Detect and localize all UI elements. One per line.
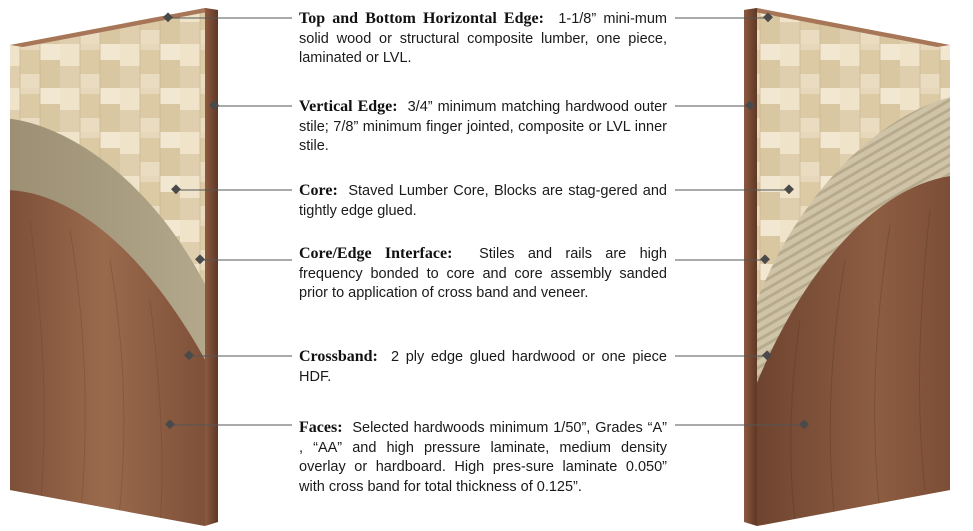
callout-title: Top and Bottom Horizontal Edge:	[299, 10, 544, 27]
callout-text: Selected hardwoods minimum 1/50”, Grades “A” , “AA” and high pressure laminate, medium density overlay or hardboard. High pres-sure laminate 0.050” with cross band for total thickness of 0.125”.	[299, 420, 667, 495]
callout-text: 1-1/8” mini-mum solid wood or structural composite lumber, one piece, laminated or LVL.	[299, 11, 668, 66]
callout-faces	[299, 418, 667, 497]
callout-text: Stiles and rails are high frequency bonded to core and core assembly sanded prior to application of cross band and veneer.	[299, 246, 667, 301]
callout-title: Crossband:	[299, 348, 378, 365]
callout-title: Vertical Edge:	[299, 98, 398, 115]
callout-title: Faces:	[299, 419, 343, 436]
callout-text: 2 ply edge glued hardwood or one piece HDF.	[299, 349, 667, 385]
callout-vertical-edge	[299, 97, 667, 157]
callout-title: Core/Edge Interface:	[299, 245, 453, 262]
callout-core-edge-interface	[299, 244, 667, 304]
callout-text: Staved Lumber Core, Blocks are stag-gered and tightly edge glued.	[299, 183, 667, 219]
callout-crossband	[299, 347, 667, 387]
callout-text: 3/4” minimum matching hardwood outer stile; 7/8” minimum finger jointed, composite or LVL inner stile.	[299, 99, 667, 154]
callout-title: Core:	[299, 182, 338, 199]
callout-top-bottom-edge	[299, 9, 667, 69]
callout-core	[299, 181, 667, 221]
